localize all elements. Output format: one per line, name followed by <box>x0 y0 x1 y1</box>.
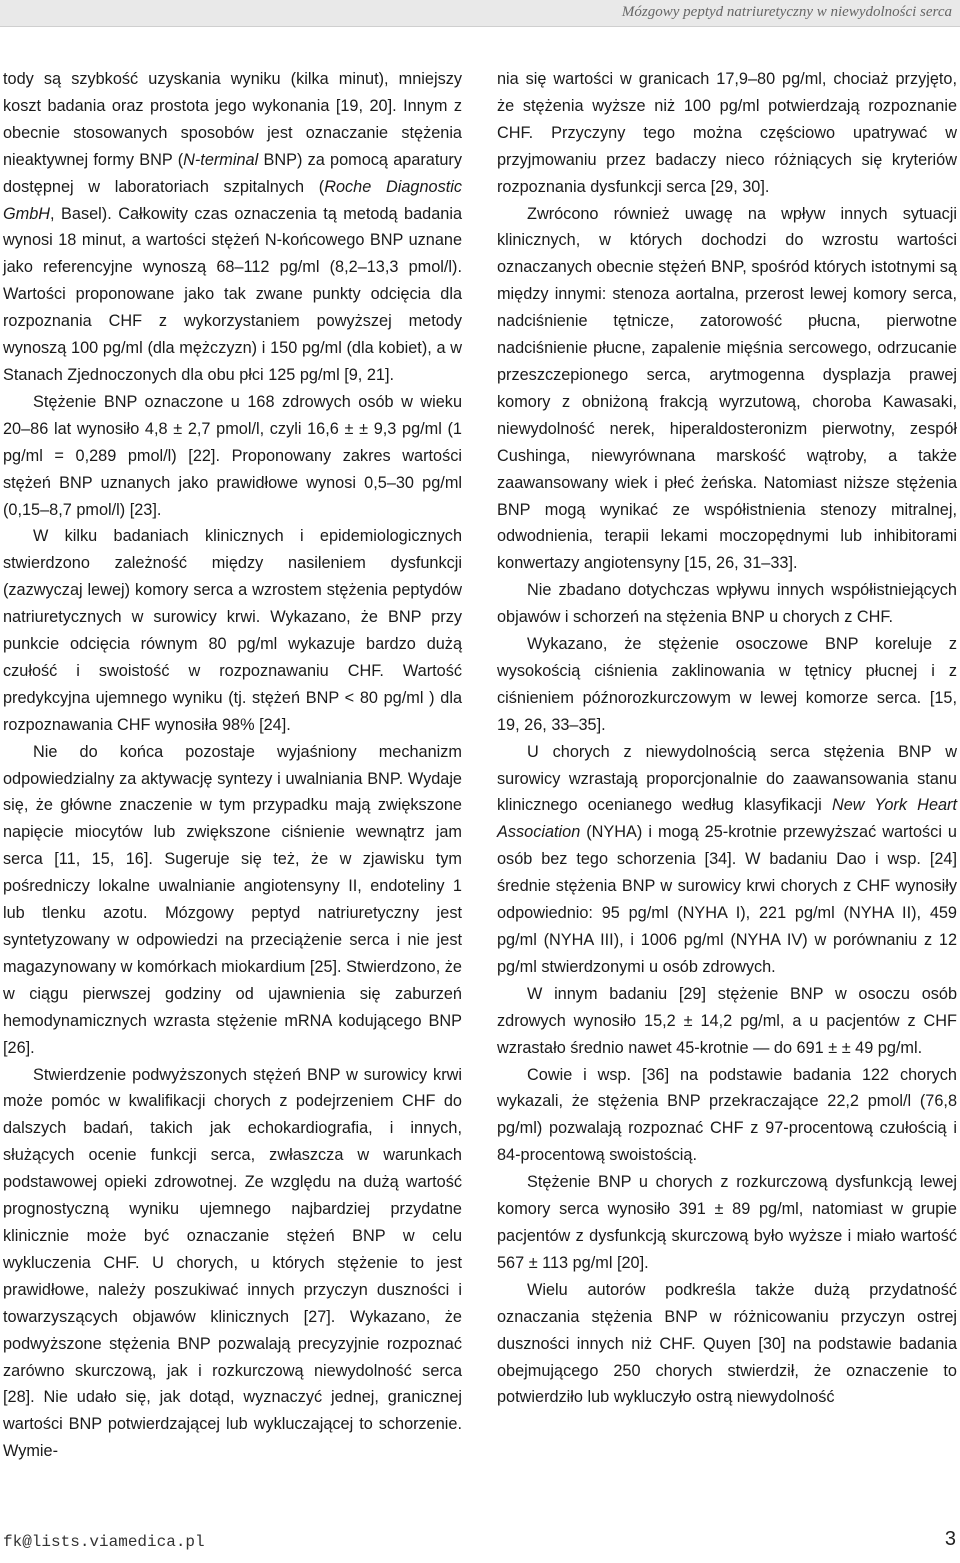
paragraph: W innym badaniu [29] stężenie BNP w osoczu osób zdrowych wynosiło 15,2 ± 14,2 pg/ml, a u pacjentów z CHF wzrastało średnio nawet 45-krotnie — do 691 ± ± 49 pg/ml. <box>497 984 957 1057</box>
paragraph: Nie zbadano dotychczas wpływu innych współistniejących objawów i schorzeń na stężenia BNP u chorych z CHF. <box>497 581 957 627</box>
paragraph: Stężenie BNP u chorych z rozkurczową dysfunkcją lewej komory serca wynosiło 391 ± 89 pg/ml, natomiast w grupie pacjentów z dysfunkcją skurczową było wyższe i miało wartość 567 ± 113 pg/ml [20]. <box>497 1173 957 1272</box>
paragraph: Stężenie BNP oznaczone u 168 zdrowych osób w wieku 20–86 lat wynosiło 4,8 ± 2,7 pmol/l, czyli 16,6 ± ± 9,3 pg/ml (1 pg/ml = 0,289 pmol/l) [22]. Proponowany zakres wartości stężeń BNP uznanych jako prawidłowe wynosi 0,5–30 pg/ml (0,15–8,7 pmol/l) [23]. <box>3 392 462 519</box>
paragraph: W kilku badaniach klinicznych i epidemiologicznych stwierdzono zależność między nasileniem dysfunkcji (zazwyczaj lewej) komory serca a wzrostem stężenia peptydów natriuretycznych w surowicy krwi. Wykazano, że BNP przy punkcie odcięcia równym 80 pg/ml wykazuje bardzo dużą czułość i swoistość w rozpoznawaniu CHF. Wartość predykcyjna ujemnego wyniku (tj. stężeń BNP < 80 pg/ml ) dla rozpoznawania CHF wynosiła 98% [24]. <box>3 527 462 734</box>
paragraph: Wykazano, że stężenie osoczowe BNP koreluje z wysokością ciśnienia zaklinowania w tętnicy płucnej i z ciśnieniem późnorozkurczowym w lewej komorze serca. [15, 19, 26, 33–35]. <box>497 635 957 734</box>
paragraph: nia się wartości w granicach 17,9–80 pg/ml, chociaż przyjęto, że stężenia wyższe niż 100 pg/ml potwierdzają rozpoznanie CHF. Przyczyny tego można częściowo upatrywać w przyjmowaniu przez badaczy nieco różniących się kryteriów rozpoznania dysfunkcji serca [29, 30]. <box>497 70 957 196</box>
paragraph: Nie do końca pozostaje wyjaśniony mechanizm odpowiedzialny za aktywację syntezy i uwalniania BNP. Wydaje się, że główne znaczenie w tym przypadku mają zwiększone napięcie miocytów lub zwiększone ciśnienie wewnątrz jam serca [11, 15, 16]. Sugeruje się też, że w zjawisku tym pośredniczy lokalne uwalnianie angiotensyny II, endoteliny 1 lub tlenku azotu. Mózgowy peptyd natriuretyczny jest syntetyzowany w odpowiedzi na przeciążenie serca i nie jest magazynowany w komórkach miokardium [25]. Stwierdzono, że w ciągu pierwszej godziny od ujawnienia się zaburzeń hemodynamicznych wzrasta stężenie mRNA kodującego BNP [26]. <box>3 742 462 1057</box>
page-number: 3 <box>944 1528 956 1550</box>
paragraph: U chorych z niewydolnością serca stężenia BNP w surowicy wzrastają proporcjonalnie do zaawansowania stanu klinicznego ocenianego według klasyfikacji New York Heart Association (NYHA) i mogą 25-krotnie przewyższać wartości u osób bez tego schorzenia [34]. W badaniu Dao i wsp. [24] średnie stężenia BNP w surowicy krwi chorych z CHF wynosiły odpowiednio: 95 pg/ml (NYHA I), 221 pg/ml (NYHA II), 459 pg/ml (NYHA III), i 1006 pg/ml (NYHA IV) w porównaniu z 12 pg/ml stwierdzonymi u osób zdrowych. <box>497 742 957 976</box>
paragraph: Wielu autorów podkreśla także dużą przydatność oznaczania stężenia BNP w różnicowaniu przyczyn ostrej duszności innych niż CHF. Quyen [30] na podstawie badania obejmującego 250 chorych stwierdził, że oznaczenie to potwierdziło lub wykluczyło ostrą niewydolność <box>497 1280 957 1407</box>
running-header-title: Mózgowy peptyd natriuretyczny w niewydolności serca <box>621 4 952 20</box>
right-column <box>497 66 957 1411</box>
left-column <box>3 66 462 1465</box>
paragraph: tody są szybkość uzyskania wyniku (kilka minut), mniejszy koszt badania oraz prostota jego wykonania [19, 20]. Innym z obecnie stosowanych sposobów jest oznaczanie stężenia nieaktywnej formy BNP (N-terminal BNP) za pomocą aparatury dostępnej w laboratoriach szpitalnych (Roche Diagnostic GmbH, Basel). Całkowity czas oznaczenia tą metodą badania wynosi 18 minut, a wartości stężeń N-końcowego BNP uznane jako referencyjne wynoszą 68–112 pg/ml (8,2–13,3 pmol/l). Wartości proponowane jako tak zwane punkty odcięcia dla rozpoznania CHF z wykorzystaniem powyższej metody wynoszą 100 pg/ml (dla mężczyzn) i 150 pg/ml (dla kobiet), a w Stanach Zjednoczonych dla obu płci 125 pg/ml [9, 21]. <box>3 70 462 384</box>
running-header <box>0 0 960 27</box>
footer-email[interactable]: fk@lists.viamedica.pl <box>3 1533 205 1551</box>
paragraph: Zwrócono również uwagę na wpływ innych sytuacji klinicznych, w których dochodzi do wzrostu wartości oznaczanych obecnie stężeń BNP, spośród których istotnymi są między innymi: stenoza aortalna, przerost lewej komory serca, nadciśnienie tętnicze, zatorowość płucna, pierwotne nadciśnienie płucne, zapalenie mięśnia sercowego, odrzucanie przeszczepionego serca, arytmogenna dysplazja prawej komory z obniżoną frakcją wyrzutową, choroba Kawasaki, niewydolność nerek, hiperaldosteronizm pierwotny, zespół Cushinga, niewyrównana marskość wątroby, a także zaawansowany wiek i płeć żeńska. Natomiast niższe stężenia BNP mogą wynikać ze współistnienia stenozy mitralnej, odwodnienia, terapii lekami moczopędnymi lub inhibitorami konwertazy angiotensyny [15, 26, 31–33]. <box>497 204 957 573</box>
paragraph: Stwierdzenie podwyższonych stężeń BNP w surowicy krwi może pomóc w kwalifikacji chorych z podejrzeniem CHF do dalszych badań, takich jak echokardiografia, i innych, służących ocenie funkcji serca, zwłaszcza w warunkach podstawowej opieki zdrowotnej. Ze względu na dużą wartość prognostyczną wyniku ujemnego najbardziej przydatne klinicznie może być oznaczanie stężeń BNP w celu wykluczenia CHF. U chorych, u których stężenie to jest prawidłowe, należy poszukiwać innych przyczyn duszności i towarzyszących objawów klinicznych [27]. Wykazano, że podwyższone stężenia BNP pozwalają precyzyjnie rozpoznać zarówno skurczową, jak i rozkurczową niewydolność serca [28]. Nie udało się, jak dotąd, wyznaczyć jednej, granicznej wartości BNP potwierdzającej lub wykluczającej to schorzenie. Wymie- <box>3 1065 462 1461</box>
paragraph: Cowie i wsp. [36] na podstawie badania 122 chorych wykazali, że stężenia BNP przekraczające 22,2 pmol/l (76,8 pg/ml) pozwalają rozpoznać CHF z 97-procentową czułością i 84-procentową swoistością. <box>497 1065 957 1165</box>
